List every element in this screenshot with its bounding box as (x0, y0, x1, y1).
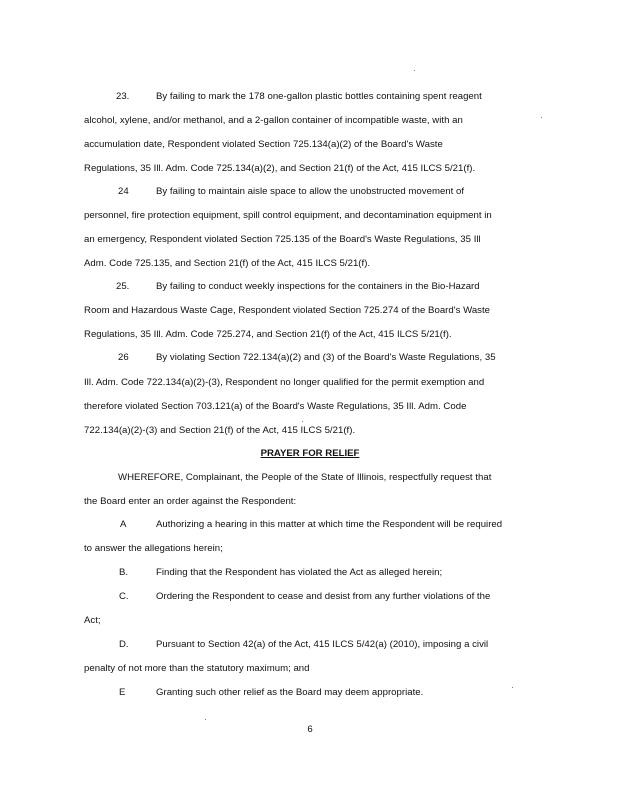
relief-line: Granting such other relief as the Board may deem appropriate. (156, 687, 424, 698)
paragraph-number: 24 (118, 186, 129, 197)
scan-speck (414, 70, 415, 71)
page-number: 6 (307, 724, 313, 735)
paragraph-line: the Board enter an order against the Respondent: (84, 496, 297, 507)
paragraph-line: By violating Section 722.134(a)(2) and (3) of the Board's Waste Regulations, 35 (156, 352, 496, 363)
paragraph-line: Regulations, 35 Ill. Adm. Code 725.134(a)(2), and Section 21(f) of the Act, 415 ILCS 5/21(f). (84, 163, 476, 174)
paragraph-line: accumulation date, Respondent violated Section 725.134(a)(2) of the Board's Waste (84, 139, 443, 150)
relief-letter: B. (119, 567, 129, 578)
paragraph-line: By failing to conduct weekly inspections for the containers in the Bio-Hazard (156, 281, 480, 292)
relief-line: penalty of not more than the statutory maximum; and (84, 663, 310, 674)
relief-letter: C. (119, 591, 129, 602)
paragraph-line: Ill. Adm. Code 722.134(a)(2)-(3), Respondent no longer qualified for the permit exemption and (84, 377, 485, 388)
paragraph-line: 722.134(a)(2)-(3) and Section 21(f) of the Act, 415 ILCS 5/21(f). (84, 425, 356, 436)
relief-line: Pursuant to Section 42(a) of the Act, 415 ILCS 5/42(a) (2010), imposing a civil (156, 639, 489, 650)
paragraph-line: Regulations, 35 Ill. Adm. Code 725.274, and Section 21(f) of the Act, 415 ILCS 5/21(f). (84, 329, 452, 340)
paragraph-line: Adm. Code 725.135, and Section 21(f) of the Act, 415 ILCS 5/21(f). (84, 258, 371, 269)
relief-line: Authorizing a hearing in this matter at which time the Respondent will be required (156, 519, 503, 530)
paragraph-line: WHEREFORE, Complainant, the People of the State of Illinois, respectfully request that (118, 472, 492, 483)
scan-speck (205, 719, 206, 720)
paragraph-line: Room and Hazardous Waste Cage, Respondent violated Section 725.274 of the Board's Waste (84, 305, 491, 316)
relief-line: Act; (84, 615, 101, 626)
paragraph-line: an emergency, Respondent violated Section 725.135 of the Board's Waste Regulations, 35 Ill (84, 234, 481, 245)
paragraph-number: 26 (118, 352, 129, 363)
paragraph-number: 25. (116, 281, 130, 292)
scan-speck (541, 117, 542, 118)
relief-letter: A (120, 519, 127, 530)
scan-speck (512, 687, 513, 688)
paragraph-line: By failing to maintain aisle space to allow the unobstructed movement of (156, 186, 465, 197)
relief-line: to answer the allegations herein; (84, 543, 223, 554)
section-heading: PRAYER FOR RELIEF (260, 448, 360, 459)
paragraph-number: 23. (116, 91, 130, 102)
paragraph-line: alcohol, xylene, and/or methanol, and a 2-gallon container of incompatible waste, with an (84, 115, 463, 126)
paragraph-line: personnel, fire protection equipment, spill control equipment, and decontamination equipment in (84, 210, 492, 221)
relief-line: Finding that the Respondent has violated the Act as alleged herein; (156, 567, 443, 578)
relief-letter: D. (119, 639, 129, 650)
scan-speck (302, 421, 303, 422)
paragraph-line: By failing to mark the 178 one-gallon plastic bottles containing spent reagent (156, 91, 482, 102)
relief-letter: E (119, 687, 126, 698)
relief-line: Ordering the Respondent to cease and desist from any further violations of the (156, 591, 491, 602)
paragraph-line: therefore violated Section 703.121(a) of the Board's Waste Regulations, 35 Ill. Adm. Code (84, 401, 467, 412)
